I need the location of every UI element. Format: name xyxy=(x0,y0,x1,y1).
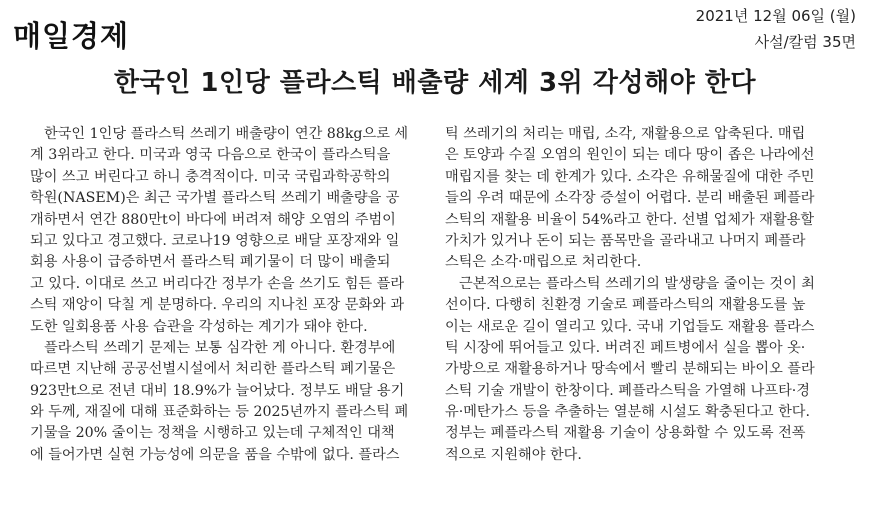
body-line: 적으로 지원해야 한다. xyxy=(445,446,582,463)
body-line: 가방으로 재활용하거나 땅속에서 빨리 분해되는 바이오 플라 xyxy=(445,361,815,378)
article-column-left xyxy=(30,124,430,466)
article-column-right xyxy=(445,124,843,466)
body-line: 고 있다. 이대로 쓰고 버리다간 정부가 손을 쓰기도 힘든 플라 xyxy=(30,275,405,292)
body-line: 따르면 지난해 공공선별시설에서 처리한 플라스틱 폐기물은 xyxy=(30,361,396,378)
publication-date: 2021년 12월 06일 (월) xyxy=(695,7,856,25)
body-line: 근본적으로는 플라스틱 쓰레기의 발생량을 줄이는 것이 최 xyxy=(459,275,815,292)
body-line: 들의 우려 때문에 소각장 증설이 어렵다. 분리 배출된 폐플라 xyxy=(445,190,815,207)
body-line: 가치가 있거나 돈이 되는 품목만을 골라내고 나머지 폐플라 xyxy=(445,232,806,249)
body-line: 923만t으로 전년 대비 18.9%가 늘어났다. 정부도 배달 용기 xyxy=(30,382,405,399)
body-line: 스틱의 재활용 비율이 54%라고 한다. 선별 업체가 재활용할 xyxy=(445,211,815,228)
section-page-label: 사설/칼럼 35면 xyxy=(754,33,856,51)
body-line: 선이다. 다행히 친환경 기술로 폐플라스틱의 재활용도를 높 xyxy=(445,297,806,314)
body-line: 계 3위라고 한다. 미국과 영국 다음으로 한국이 플라스틱을 xyxy=(30,147,391,164)
body-line: 매립지를 찾는 데 한계가 있다. 소각은 유해물질에 대한 주민 xyxy=(445,168,815,185)
body-line: 많이 쓰고 버린다고 하니 충격적이다. 미국 국립과학공학의 xyxy=(30,168,391,185)
body-line: 되고 있다고 경고했다. 코로나19 영향으로 배달 포장재와 일 xyxy=(30,232,400,249)
body-line: 은 토양과 수질 오염의 원인이 되는 데다 땅이 좁은 나라에선 xyxy=(445,147,815,164)
newspaper-masthead: 매일경제 xyxy=(13,19,130,53)
article-headline: 한국인 1인당 플라스틱 배출량 세계 3위 각성해야 한다 xyxy=(114,68,756,98)
body-line: 에 들어가면 실현 가능성에 의문을 품을 수밖에 없다. 플라스 xyxy=(30,446,400,463)
body-line: 틱 시장에 뛰어들고 있다. 버려진 페트병에서 실을 뽑아 옷· xyxy=(445,339,806,356)
body-line: 도한 일회용품 사용 습관을 각성하는 계기가 돼야 한다. xyxy=(30,318,368,335)
body-line: 와 두께, 재질에 대해 표준화하는 등 2025년까지 플라스틱 폐 xyxy=(30,404,409,421)
body-line: 학원(NASEM)은 최근 국가별 플라스틱 쓰레기 배출량을 공 xyxy=(30,190,400,207)
body-line: 기물을 20% 줄이는 정책을 시행하고 있는데 구체적인 대책 xyxy=(30,425,395,442)
body-line: 이는 새로운 길이 열리고 있다. 국내 기업들도 재활용 플라스 xyxy=(445,318,815,335)
body-line: 개하면서 연간 880만t이 바다에 버려져 해양 오염의 주범이 xyxy=(30,211,396,228)
body-line: 정부는 폐플라스틱 재활용 기술이 상용화할 수 있도록 전폭 xyxy=(445,425,806,442)
body-line: 회용 사용이 급증하면서 플라스틱 폐기물이 더 많이 배출되 xyxy=(30,254,391,271)
body-line: 플라스틱 쓰레기 문제는 보통 심각한 게 아니다. 환경부에 xyxy=(44,339,396,356)
body-line: 한국인 1인당 플라스틱 쓰레기 배출량이 연간 88kg으로 세 xyxy=(44,126,409,142)
body-line: 스틱 기술 개발이 한창이다. 폐플라스틱을 가열해 나프타·경 xyxy=(445,382,811,399)
body-line: 스틱 재앙이 닥칠 게 분명하다. 우리의 지나친 포장 문화와 과 xyxy=(30,297,405,314)
body-line: 틱 쓰레기의 처리는 매립, 소각, 재활용으로 압축된다. 매립 xyxy=(445,126,806,142)
body-line: 스틱은 소각·매립으로 처리한다. xyxy=(445,254,642,271)
body-line: 유·메탄가스 등을 추출하는 열분해 시설도 확충된다고 한다. xyxy=(445,404,811,421)
